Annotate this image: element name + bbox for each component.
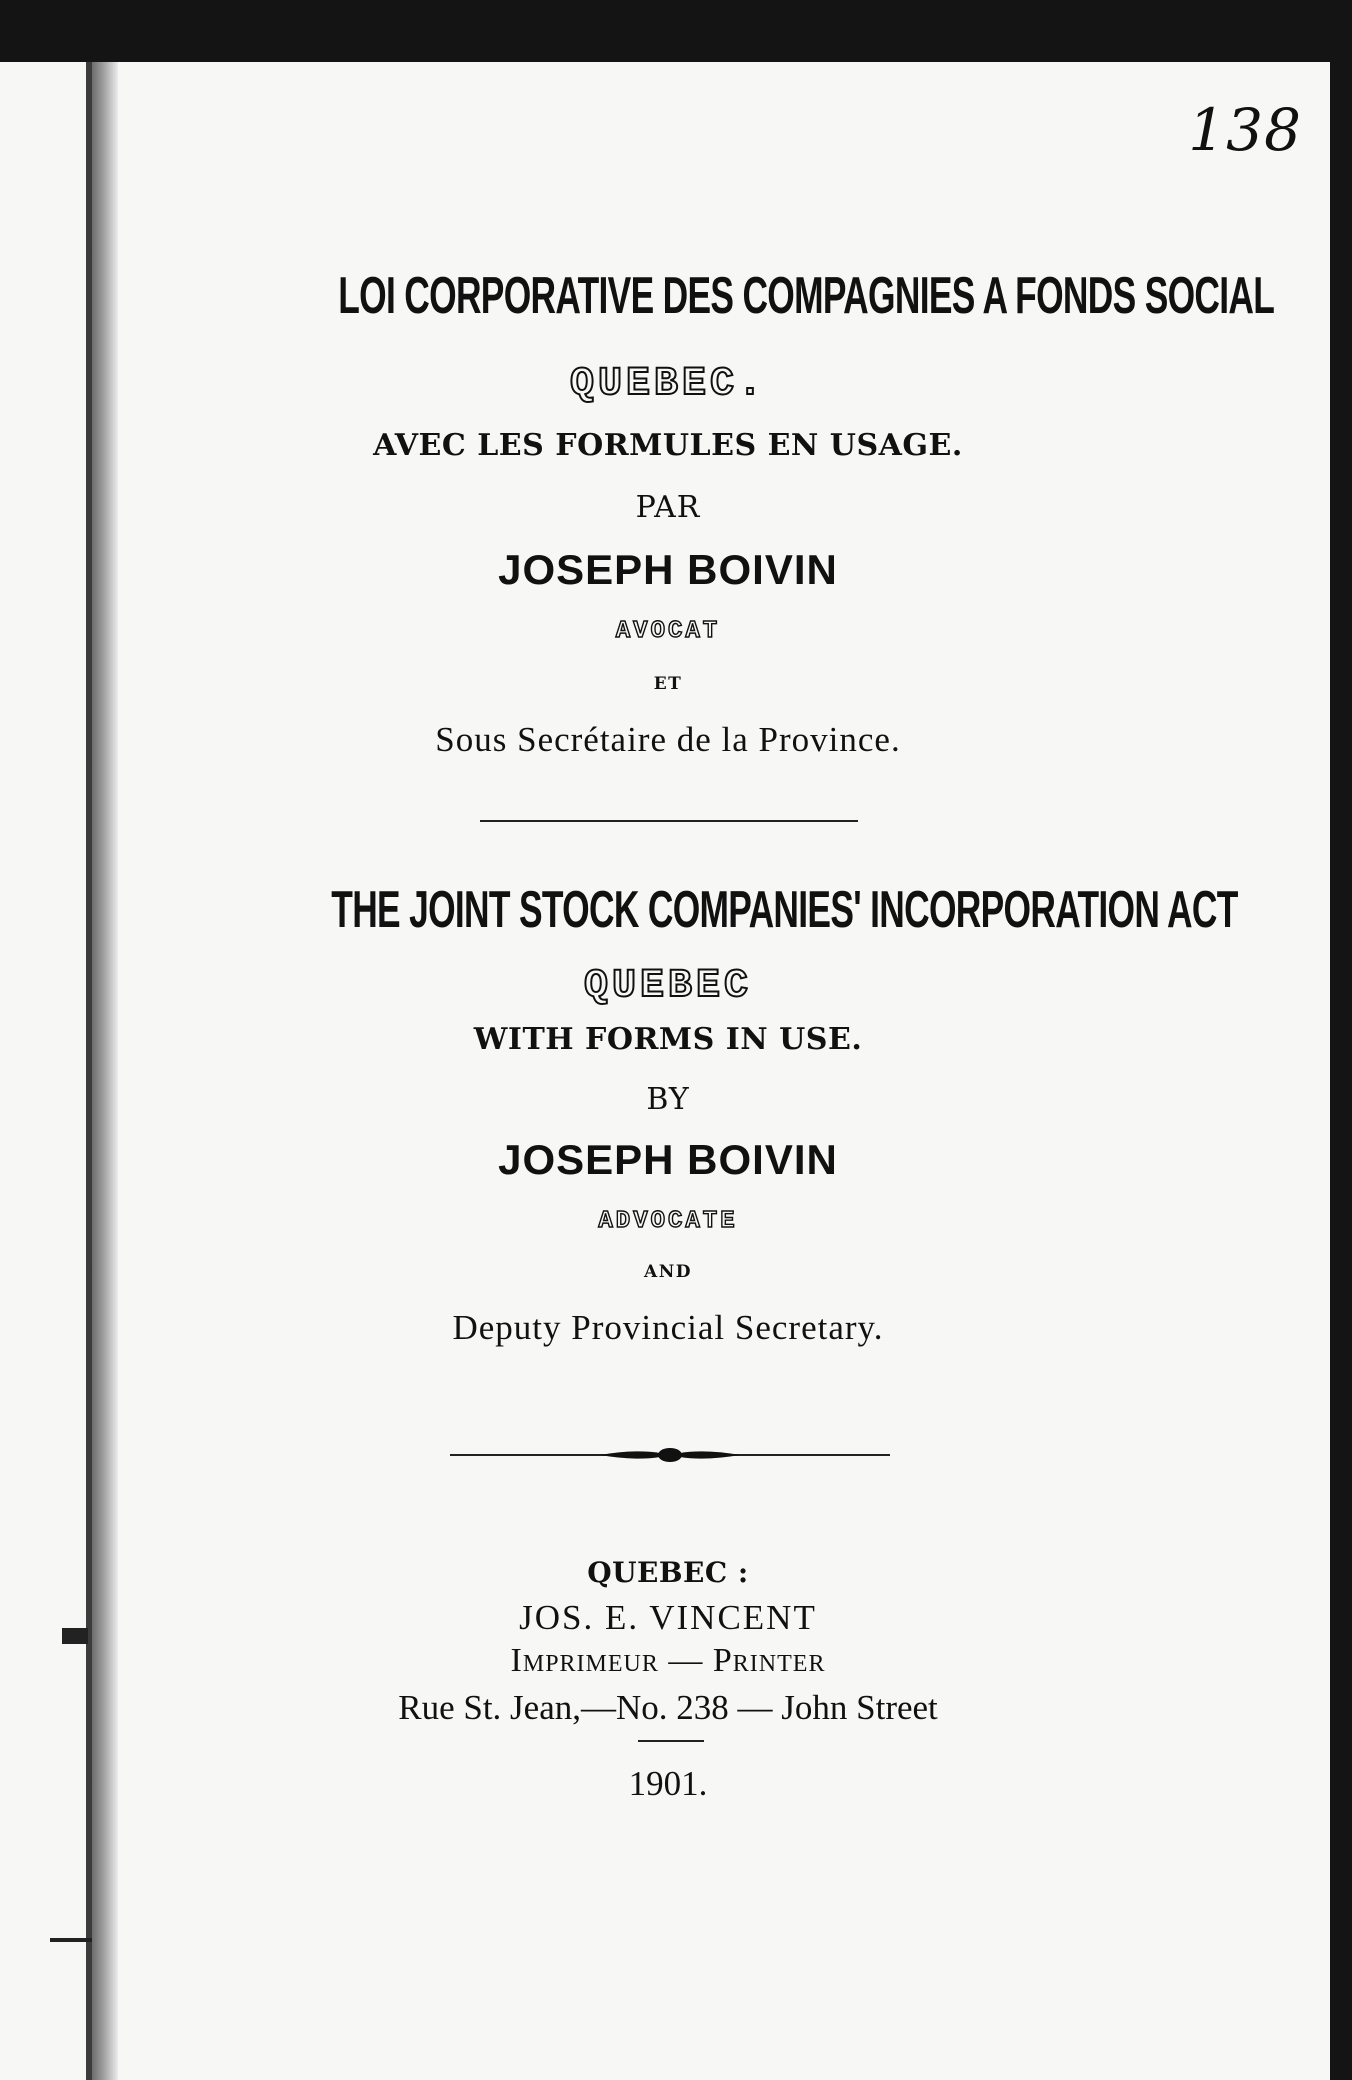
french-title [118,266,1275,326]
french-author: JOSEPH BOIVIN [498,546,838,593]
french-place: QUEBEC. [569,362,767,407]
imprint-short-rule [638,1740,704,1742]
section-divider [480,820,858,822]
english-author: JOSEPH BOIVIN [498,1136,838,1183]
french-conjunction: ET [653,674,683,694]
imprint-printer-role: Imprimeur — Printer [510,1642,826,1679]
ornamental-rule-icon [450,1440,890,1470]
english-role: ADVOCATE [598,1208,738,1235]
english-subtitle: WITH FORMS IN USE. [473,1022,863,1057]
french-by: PAR [635,490,701,525]
imprint-year: 1901. [628,1764,708,1803]
imprint-address: Rue St. Jean,—No. 238 — John Street [398,1688,938,1727]
english-by: BY [646,1082,690,1117]
binding-clip-mark-lower [50,1938,92,1942]
french-office: Sous Secrétaire de la Province. [435,720,901,759]
folio-number: 138 [1188,96,1302,164]
book-binding [92,62,118,2080]
english-title-text: THE JOINT STOCK COMPANIES' INCORPORATION ACT [331,881,1238,939]
binding-clip-mark [62,1628,88,1644]
french-title-text: LOI CORPORATIVE DES COMPAGNIES A FONDS SOCIAL [338,267,1275,325]
french-subtitle: AVEC LES FORMULES EN USAGE. [373,428,963,463]
english-conjunction: AND [644,1262,692,1282]
english-title [118,880,1238,940]
imprint-printer-name: JOS. E. VINCENT [519,1598,817,1637]
english-place: QUEBEC [583,964,753,1009]
french-role: AVOCAT [615,618,721,645]
imprint-city: QUEBEC : [587,1556,749,1589]
english-office: Deputy Provincial Secretary. [452,1308,884,1347]
